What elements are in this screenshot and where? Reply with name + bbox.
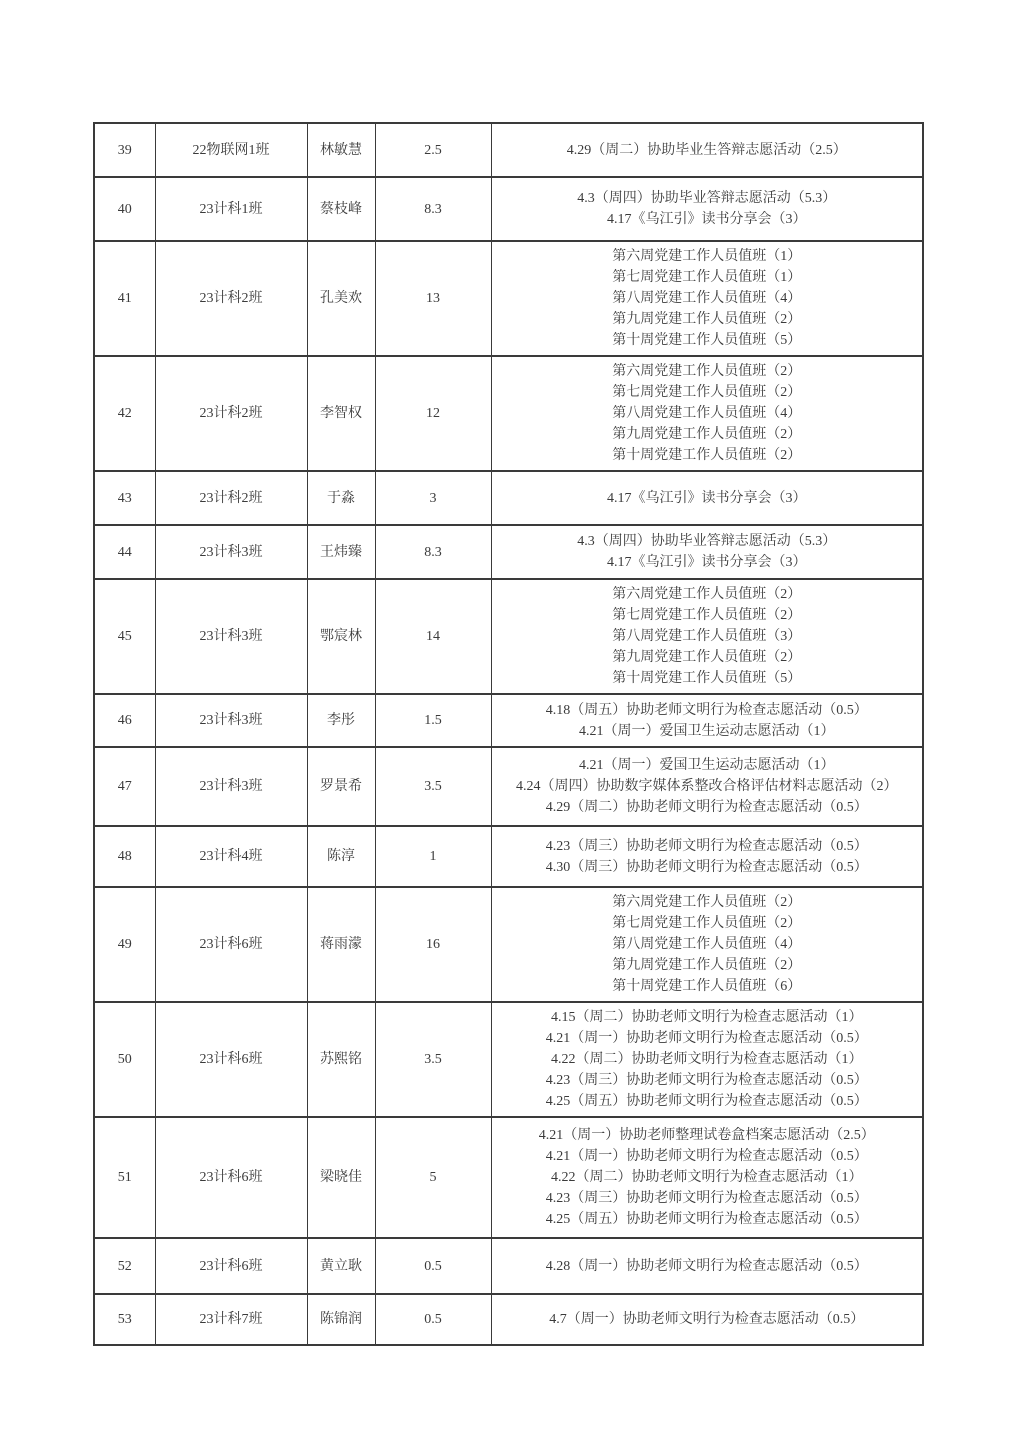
table-row [94, 356, 923, 471]
activities-cell [491, 1294, 923, 1345]
activity-line: 第十周党建工作人员值班（5） [612, 333, 802, 348]
class-cell: 23计科6班 [155, 1238, 307, 1294]
row-number-cell: 41 [94, 241, 155, 356]
activity-line: 4.3（周四）协助毕业答辩志愿活动（5.3） [577, 534, 837, 549]
activity-line: 第九周党建工作人员值班（2） [612, 427, 802, 442]
hours-cell: 3.5 [375, 1002, 491, 1117]
activity-line: 4.15（周二）协助老师文明行为检查志愿活动（1） [551, 1010, 863, 1025]
activity-line: 第六周党建工作人员值班（2） [612, 895, 802, 910]
activity-line: 第八周党建工作人员值班（4） [612, 406, 802, 421]
row-number-cell: 51 [94, 1117, 155, 1238]
activity-line: 第六周党建工作人员值班（2） [612, 364, 802, 379]
name-cell: 黄立耿 [307, 1238, 375, 1294]
name-cell: 蔡枝峰 [307, 177, 375, 241]
class-cell: 23计科1班 [155, 177, 307, 241]
table-row [94, 525, 923, 579]
name-cell: 蒋雨濛 [307, 887, 375, 1002]
name-cell: 林敏慧 [307, 123, 375, 177]
table-row [94, 123, 923, 177]
name-cell: 陈淳 [307, 826, 375, 887]
activities-cell [491, 1002, 923, 1117]
table-row [94, 1238, 923, 1294]
table-row [94, 241, 923, 356]
row-number-cell: 44 [94, 525, 155, 579]
activity-line: 第七周党建工作人员值班（2） [612, 385, 802, 400]
class-cell: 23计科6班 [155, 1002, 307, 1117]
table-row [94, 826, 923, 887]
row-number-cell: 50 [94, 1002, 155, 1117]
activity-line: 4.21（周一）协助老师文明行为检查志愿活动（0.5） [545, 1031, 868, 1046]
table-body [94, 123, 923, 1345]
activity-line: 第八周党建工作人员值班（4） [612, 937, 802, 952]
activities-cell [491, 471, 923, 525]
activities-cell [491, 356, 923, 471]
name-cell: 于淼 [307, 471, 375, 525]
activity-line: 4.21（周一）协助老师文明行为检查志愿活动（0.5） [545, 1149, 868, 1164]
table-row [94, 1117, 923, 1238]
hours-cell: 3.5 [375, 747, 491, 826]
name-cell: 陈锦润 [307, 1294, 375, 1345]
table-row [94, 887, 923, 1002]
name-cell: 鄂宸林 [307, 579, 375, 694]
activity-line: 第七周党建工作人员值班（2） [612, 608, 802, 623]
class-cell: 23计科3班 [155, 525, 307, 579]
row-number-cell: 53 [94, 1294, 155, 1345]
activity-line: 4.17《乌江引》读书分享会（3） [607, 212, 807, 227]
row-number-cell: 40 [94, 177, 155, 241]
activity-line: 4.29（周二）协助毕业生答辩志愿活动（2.5） [566, 142, 847, 158]
activities-cell [491, 1238, 923, 1294]
activity-line: 4.28（周一）协助老师文明行为检查志愿活动（0.5） [545, 1258, 868, 1274]
activity-line: 第七周党建工作人员值班（1） [612, 270, 802, 285]
hours-cell: 1 [375, 826, 491, 887]
name-cell: 王炜臻 [307, 525, 375, 579]
hours-cell: 16 [375, 887, 491, 1002]
activities-cell [491, 579, 923, 694]
name-cell: 李彤 [307, 694, 375, 747]
row-number-cell: 43 [94, 471, 155, 525]
class-cell: 23计科2班 [155, 356, 307, 471]
activity-line: 第十周党建工作人员值班（2） [612, 448, 802, 463]
activity-line: 4.7（周一）协助老师文明行为检查志愿活动（0.5） [549, 1312, 865, 1327]
hours-cell: 12 [375, 356, 491, 471]
table-row [94, 471, 923, 525]
hours-cell: 5 [375, 1117, 491, 1238]
table-row [94, 1002, 923, 1117]
table-row [94, 579, 923, 694]
hours-cell: 8.3 [375, 177, 491, 241]
name-cell: 孔美欢 [307, 241, 375, 356]
activity-line: 第九周党建工作人员值班（2） [612, 312, 802, 327]
class-cell: 23计科6班 [155, 1117, 307, 1238]
activities-cell [491, 525, 923, 579]
row-number-cell: 47 [94, 747, 155, 826]
hours-cell: 14 [375, 579, 491, 694]
activity-line: 4.25（周五）协助老师文明行为检查志愿活动（0.5） [545, 1094, 868, 1109]
class-cell: 23计科4班 [155, 826, 307, 887]
class-cell: 22物联网1班 [155, 123, 307, 177]
activity-line: 4.22（周二）协助老师文明行为检查志愿活动（1） [551, 1052, 863, 1067]
table-row [94, 1294, 923, 1345]
name-cell: 罗景希 [307, 747, 375, 826]
activity-line: 第八周党建工作人员值班（4） [612, 291, 802, 306]
activity-line: 第六周党建工作人员值班（1） [612, 249, 802, 264]
name-cell: 苏熙铭 [307, 1002, 375, 1117]
name-cell: 李智权 [307, 356, 375, 471]
activity-line: 4.22（周二）协助老师文明行为检查志愿活动（1） [551, 1170, 863, 1185]
activity-line: 4.23（周三）协助老师文明行为检查志愿活动（0.5） [545, 1073, 868, 1088]
activities-cell [491, 241, 923, 356]
activity-line: 4.21（周一）爱国卫生运动志愿活动（1） [579, 723, 835, 739]
hours-cell: 8.3 [375, 525, 491, 579]
row-number-cell: 42 [94, 356, 155, 471]
class-cell: 23计科7班 [155, 1294, 307, 1345]
table-row [94, 747, 923, 826]
activity-line: 4.23（周三）协助老师文明行为检查志愿活动（0.5） [545, 838, 868, 854]
activity-line: 4.24（周四）协助数字媒体系整改合格评估材料志愿活动（2） [516, 779, 898, 794]
name-cell: 梁晓佳 [307, 1117, 375, 1238]
row-number-cell: 49 [94, 887, 155, 1002]
activity-line: 第十周党建工作人员值班（6） [612, 979, 802, 994]
row-number-cell: 39 [94, 123, 155, 177]
activity-line: 4.25（周五）协助老师文明行为检查志愿活动（0.5） [545, 1212, 868, 1227]
activity-line: 4.21（周一）协助老师整理试卷盒档案志愿活动（2.5） [538, 1128, 875, 1143]
activity-line: 第九周党建工作人员值班（2） [612, 650, 802, 665]
activities-cell [491, 177, 923, 241]
activity-line: 4.18（周五）协助老师文明行为检查志愿活动（0.5） [545, 702, 868, 718]
row-number-cell: 46 [94, 694, 155, 747]
row-number-cell: 48 [94, 826, 155, 887]
activity-line: 4.23（周三）协助老师文明行为检查志愿活动（0.5） [545, 1191, 868, 1206]
hours-cell: 0.5 [375, 1238, 491, 1294]
activities-cell [491, 826, 923, 887]
activity-line: 4.17《乌江引》读书分享会（3） [607, 555, 807, 570]
activity-line: 4.21（周一）爱国卫生运动志愿活动（1） [579, 758, 835, 773]
activity-line: 第八周党建工作人员值班（3） [612, 629, 802, 644]
hours-cell: 1.5 [375, 694, 491, 747]
activity-line: 4.3（周四）协助毕业答辩志愿活动（5.3） [577, 191, 837, 206]
activities-cell [491, 123, 923, 177]
class-cell: 23计科3班 [155, 579, 307, 694]
hours-cell: 2.5 [375, 123, 491, 177]
activity-line: 4.29（周二）协助老师文明行为检查志愿活动（0.5） [545, 800, 868, 815]
activities-cell [491, 1117, 923, 1238]
activity-line: 第六周党建工作人员值班（2） [612, 587, 802, 602]
activity-line: 4.17《乌江引》读书分享会（3） [607, 490, 807, 506]
row-number-cell: 52 [94, 1238, 155, 1294]
class-cell: 23计科2班 [155, 241, 307, 356]
activities-cell [491, 694, 923, 747]
class-cell: 23计科3班 [155, 747, 307, 826]
activity-line: 4.30（周三）协助老师文明行为检查志愿活动（0.5） [545, 859, 868, 875]
volunteer-hours-table [93, 122, 924, 1346]
activity-line: 第七周党建工作人员值班（2） [612, 916, 802, 931]
activity-line: 第十周党建工作人员值班（5） [612, 671, 802, 686]
class-cell: 23计科2班 [155, 471, 307, 525]
activities-cell [491, 887, 923, 1002]
hours-cell: 13 [375, 241, 491, 356]
class-cell: 23计科6班 [155, 887, 307, 1002]
table-row [94, 177, 923, 241]
row-number-cell: 45 [94, 579, 155, 694]
hours-cell: 3 [375, 471, 491, 525]
table-row [94, 694, 923, 747]
activity-line: 第九周党建工作人员值班（2） [612, 958, 802, 973]
hours-cell: 0.5 [375, 1294, 491, 1345]
class-cell: 23计科3班 [155, 694, 307, 747]
activities-cell [491, 747, 923, 826]
